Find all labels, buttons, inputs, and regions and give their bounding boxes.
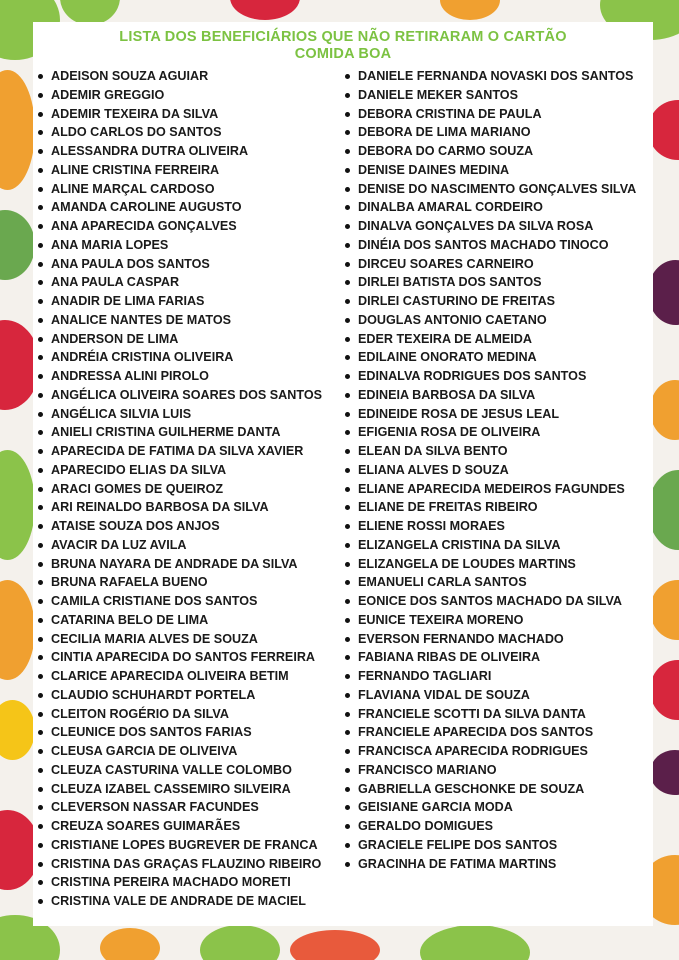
- beneficiary-name: CLAUDIO SCHUHARDT PORTELA: [36, 686, 336, 705]
- beneficiary-name: DEBORA CRISTINA DE PAULA: [343, 105, 648, 124]
- beneficiaries-list-right: [343, 67, 648, 873]
- beneficiary-name: ARI REINALDO BARBOSA DA SILVA: [36, 498, 336, 517]
- beneficiary-name: ANGÉLICA OLIVEIRA SOARES DOS SANTOS: [36, 386, 336, 405]
- beneficiary-name: ANGÉLICA SILVIA LUIS: [36, 405, 336, 424]
- beneficiary-name: EUNICE TEXEIRA MORENO: [343, 611, 648, 630]
- beneficiary-name: CRISTINA DAS GRAÇAS FLAUZINO RIBEIRO: [36, 855, 336, 874]
- beneficiary-name: GABRIELLA GESCHONKE DE SOUZA: [343, 780, 648, 799]
- beneficiary-name: ATAISE SOUZA DOS ANJOS: [36, 517, 336, 536]
- beneficiary-name: DINALBA AMARAL CORDEIRO: [343, 198, 648, 217]
- red-vegetable-decoration: [230, 0, 300, 20]
- green-leaf-decoration: [0, 210, 35, 280]
- beneficiary-name: CREUZA SOARES GUIMARÃES: [36, 817, 336, 836]
- beneficiary-name: ELIENE ROSSI MORAES: [343, 517, 648, 536]
- beneficiary-name: ALDO CARLOS DO SANTOS: [36, 123, 336, 142]
- beneficiary-name: DOUGLAS ANTONIO CAETANO: [343, 311, 648, 330]
- beneficiary-name: DEBORA DO CARMO SOUZA: [343, 142, 648, 161]
- beneficiary-name: ALINE CRISTINA FERREIRA: [36, 161, 336, 180]
- beneficiary-name: ELIANE DE FREITAS RIBEIRO: [343, 498, 648, 517]
- beneficiary-name: CECILIA MARIA ALVES DE SOUZA: [36, 630, 336, 649]
- beneficiary-name: EDINALVA RODRIGUES DOS SANTOS: [343, 367, 648, 386]
- beneficiary-name: ANA PAULA CASPAR: [36, 273, 336, 292]
- beneficiary-name: CAMILA CRISTIANE DOS SANTOS: [36, 592, 336, 611]
- beneficiary-name: ELIZANGELA CRISTINA DA SILVA: [343, 536, 648, 555]
- green-leaf-decoration: [200, 925, 280, 960]
- beneficiary-name: GEISIANE GARCIA MODA: [343, 798, 648, 817]
- orange-carrot-decoration: [440, 0, 500, 20]
- beneficiaries-list-left: [36, 67, 336, 911]
- beneficiary-name: DANIELE MEKER SANTOS: [343, 86, 648, 105]
- beneficiary-name: DENISE DAINES MEDINA: [343, 161, 648, 180]
- beneficiary-name: ANIELI CRISTINA GUILHERME DANTA: [36, 423, 336, 442]
- beneficiary-name: CLEUNICE DOS SANTOS FARIAS: [36, 723, 336, 742]
- beneficiary-name: CATARINA BELO DE LIMA: [36, 611, 336, 630]
- beneficiary-name: CLEUSA GARCIA DE OLIVEIVA: [36, 742, 336, 761]
- beneficiary-name: ANA APARECIDA GONÇALVES: [36, 217, 336, 236]
- beneficiary-name: ANDRÉIA CRISTINA OLIVEIRA: [36, 348, 336, 367]
- beneficiary-name: CRISTINA VALE DE ANDRADE DE MACIEL: [36, 892, 336, 911]
- beneficiary-name: ADEMIR GREGGIO: [36, 86, 336, 105]
- title-line-2: COMIDA BOA: [294, 46, 392, 62]
- beneficiary-name: ADEMIR TEXEIRA DA SILVA: [36, 105, 336, 124]
- beneficiary-name: EDER TEXEIRA DE ALMEIDA: [343, 330, 648, 349]
- purple-beet-decoration: [650, 750, 679, 795]
- beneficiary-name: ARACI GOMES DE QUEIROZ: [36, 480, 336, 499]
- beneficiary-name: FRANCISCA APARECIDA RODRIGUES: [343, 742, 648, 761]
- beneficiary-name: ELIANA ALVES D SOUZA: [343, 461, 648, 480]
- beneficiary-name: AMANDA CAROLINE AUGUSTO: [36, 198, 336, 217]
- beneficiary-name: ANALICE NANTES DE MATOS: [36, 311, 336, 330]
- beneficiary-name: AVACIR DA LUZ AVILA: [36, 536, 336, 555]
- beneficiary-name: EMANUELI CARLA SANTOS: [343, 573, 648, 592]
- orange-carrot-decoration: [650, 380, 679, 440]
- beneficiary-name: CINTIA APARECIDA DO SANTOS FERREIRA: [36, 648, 336, 667]
- beneficiary-name: CRISTIANE LOPES BUGREVER DE FRANCA: [36, 836, 336, 855]
- beneficiary-name: CLEITON ROGÉRIO DA SILVA: [36, 705, 336, 724]
- title-line-1: LISTA DOS BENEFICIÁRIOS QUE NÃO RETIRARAM O CARTÃO: [119, 29, 567, 45]
- beneficiary-name: FRANCISCO MARIANO: [343, 761, 648, 780]
- beneficiary-name: FLAVIANA VIDAL DE SOUZA: [343, 686, 648, 705]
- green-leaf-decoration: [0, 450, 35, 560]
- beneficiary-name: DINÉIA DOS SANTOS MACHADO TINOCO: [343, 236, 648, 255]
- beneficiary-name: CRISTINA PEREIRA MACHADO MORETI: [36, 873, 336, 892]
- beneficiary-name: EONICE DOS SANTOS MACHADO DA SILVA: [343, 592, 648, 611]
- beneficiary-name: DIRCEU SOARES CARNEIRO: [343, 255, 648, 274]
- beneficiary-name: EDINEIA BARBOSA DA SILVA: [343, 386, 648, 405]
- beneficiary-name: CLARICE APARECIDA OLIVEIRA BETIM: [36, 667, 336, 686]
- red-vegetable-decoration: [290, 930, 380, 960]
- green-leaf-decoration: [420, 925, 530, 960]
- beneficiary-name: ANDERSON DE LIMA: [36, 330, 336, 349]
- beneficiary-name: EFIGENIA ROSA DE OLIVEIRA: [343, 423, 648, 442]
- beneficiary-name: DINALVA GONÇALVES DA SILVA ROSA: [343, 217, 648, 236]
- red-vegetable-decoration: [650, 660, 679, 720]
- beneficiary-name: EVERSON FERNANDO MACHADO: [343, 630, 648, 649]
- beneficiary-name: EDINEIDE ROSA DE JESUS LEAL: [343, 405, 648, 424]
- beneficiary-name: DANIELE FERNANDA NOVASKI DOS SANTOS: [343, 67, 648, 86]
- beneficiary-name: FERNANDO TAGLIARI: [343, 667, 648, 686]
- beneficiary-name: APARECIDO ELIAS DA SILVA: [36, 461, 336, 480]
- beneficiary-name: DIRLEI CASTURINO DE FREITAS: [343, 292, 648, 311]
- beneficiary-name: GERALDO DOMIGUES: [343, 817, 648, 836]
- beneficiary-name: ANDRESSA ALINI PIROLO: [36, 367, 336, 386]
- beneficiary-name: ANA PAULA DOS SANTOS: [36, 255, 336, 274]
- beneficiary-name: CLEUZA IZABEL CASSEMIRO SILVEIRA: [36, 780, 336, 799]
- orange-carrot-decoration: [0, 70, 35, 190]
- beneficiary-name: ANADIR DE LIMA FARIAS: [36, 292, 336, 311]
- beneficiary-name: ALINE MARÇAL CARDOSO: [36, 180, 336, 199]
- yellow-pepper-decoration: [0, 700, 35, 760]
- beneficiary-name: EDILAINE ONORATO MEDINA: [343, 348, 648, 367]
- beneficiary-name: DIRLEI BATISTA DOS SANTOS: [343, 273, 648, 292]
- orange-carrot-decoration: [0, 580, 35, 680]
- beneficiary-name: GRACIELE FELIPE DOS SANTOS: [343, 836, 648, 855]
- orange-carrot-decoration: [100, 928, 160, 960]
- beneficiary-name: BRUNA NAYARA DE ANDRADE DA SILVA: [36, 555, 336, 574]
- beneficiary-name: APARECIDA DE FATIMA DA SILVA XAVIER: [36, 442, 336, 461]
- beneficiary-name: DEBORA DE LIMA MARIANO: [343, 123, 648, 142]
- page-title: [33, 29, 653, 63]
- beneficiary-name: DENISE DO NASCIMENTO GONÇALVES SILVA: [343, 180, 648, 199]
- beneficiary-name: FRANCIELE SCOTTI DA SILVA DANTA: [343, 705, 648, 724]
- beneficiary-name: ANA MARIA LOPES: [36, 236, 336, 255]
- beneficiary-name: ELEAN DA SILVA BENTO: [343, 442, 648, 461]
- orange-carrot-decoration: [650, 580, 679, 640]
- beneficiary-name: ADEISON SOUZA AGUIAR: [36, 67, 336, 86]
- beneficiary-name: ALESSANDRA DUTRA OLIVEIRA: [36, 142, 336, 161]
- beneficiary-name: ELIZANGELA DE LOUDES MARTINS: [343, 555, 648, 574]
- beneficiary-name: ELIANE APARECIDA MEDEIROS FAGUNDES: [343, 480, 648, 499]
- beneficiary-name: GRACINHA DE FATIMA MARTINS: [343, 855, 648, 874]
- beneficiary-name: FABIANA RIBAS DE OLIVEIRA: [343, 648, 648, 667]
- beneficiary-name: BRUNA RAFAELA BUENO: [36, 573, 336, 592]
- beneficiary-name: FRANCIELE APARECIDA DOS SANTOS: [343, 723, 648, 742]
- beneficiary-name: CLEUZA CASTURINA VALLE COLOMBO: [36, 761, 336, 780]
- beneficiary-name: CLEVERSON NASSAR FACUNDES: [36, 798, 336, 817]
